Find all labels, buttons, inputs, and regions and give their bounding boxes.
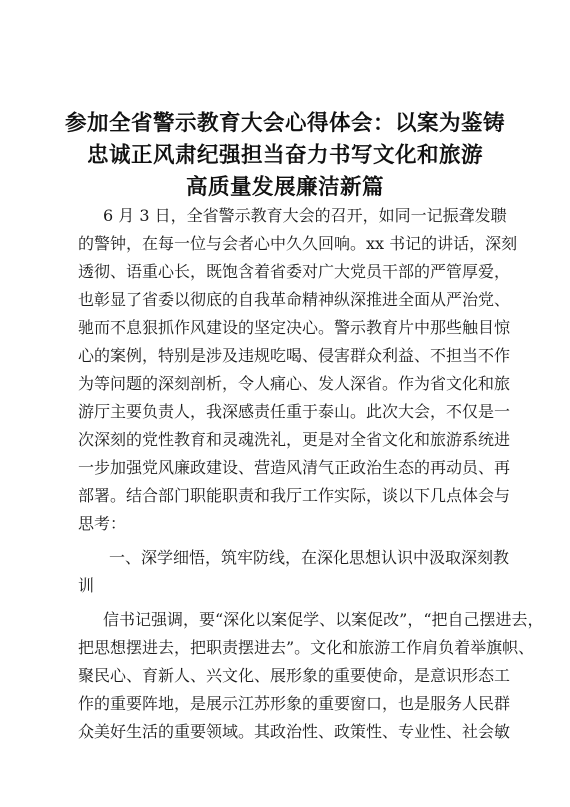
body-line-11: 部署。结合部门职能职责和我厅工作实际，谈以下几点体会与	[78, 486, 511, 505]
body-line-8: 游厅主要负责人，我深感责任重于泰山。此次大会，不仅是一	[78, 402, 511, 421]
body-line-3: 透彻、语重心长，既饱含着省委对广大党员干部的严管厚爱，	[78, 262, 511, 281]
document-title-line-1: 参加全省警示教育大会心得体会：以案为鉴铸	[64, 111, 505, 136]
section-heading-1-cont: 训	[78, 576, 95, 595]
body-line-7: 为等问题的深刻剖析，令人痛心、发人深省。作为省文化和旅	[78, 374, 511, 393]
body-line-5: 驰而不息狠抓作风建设的坚定决心。警示教育片中那些触目惊	[78, 318, 511, 337]
body-line-10: 一步加强党风廉政建设、营造风清气正政治生态的再动员、再	[78, 458, 511, 477]
body-line-1: 6 月 3 日，全省警示教育大会的召开，如同一记振聋发聩	[103, 206, 507, 225]
body-line-18: 作的重要阵地，是展示江苏形象的重要窗口，也是服务人民群	[78, 694, 511, 713]
section-heading-1: 一、深学细悟，筑牢防线，在深化思想认识中汲取深刻教	[109, 548, 510, 567]
body-line-15: 信书记强调，要“深化以案促学、以案促改”，“把自己摆进去，	[103, 610, 544, 629]
body-line-6: 心的案例，特别是涉及违规吃喝、侵害群众利益、不担当不作	[78, 346, 511, 365]
document-title-line-3: 高质量发展廉洁新篇	[185, 175, 384, 200]
body-line-4: 也彰显了省委以彻底的自我革命精神纵深推进全面从严治党、	[78, 290, 511, 309]
body-line-17: 聚民心、育新人、兴文化、展形象的重要使命，是意识形态工	[78, 666, 511, 685]
body-line-9: 次深刻的党性教育和灵魂洗礼，更是对全省文化和旅游系统进	[78, 430, 511, 449]
document-title-line-2: 忠诚正风肃纪强担当奋力书写文化和旅游	[86, 143, 483, 168]
body-line-19: 众美好生活的重要领域。其政治性、政策性、专业性、社会敏	[78, 722, 511, 741]
body-line-2: 的警钟，在每一位与会者心中久久回响。xx 书记的讲话，深刻	[78, 234, 518, 253]
body-line-16: 把思想摆进去，把职责摆进去”。文化和旅游工作肩负着举旗帜、	[78, 638, 535, 657]
body-line-12: 思考：	[78, 514, 127, 533]
